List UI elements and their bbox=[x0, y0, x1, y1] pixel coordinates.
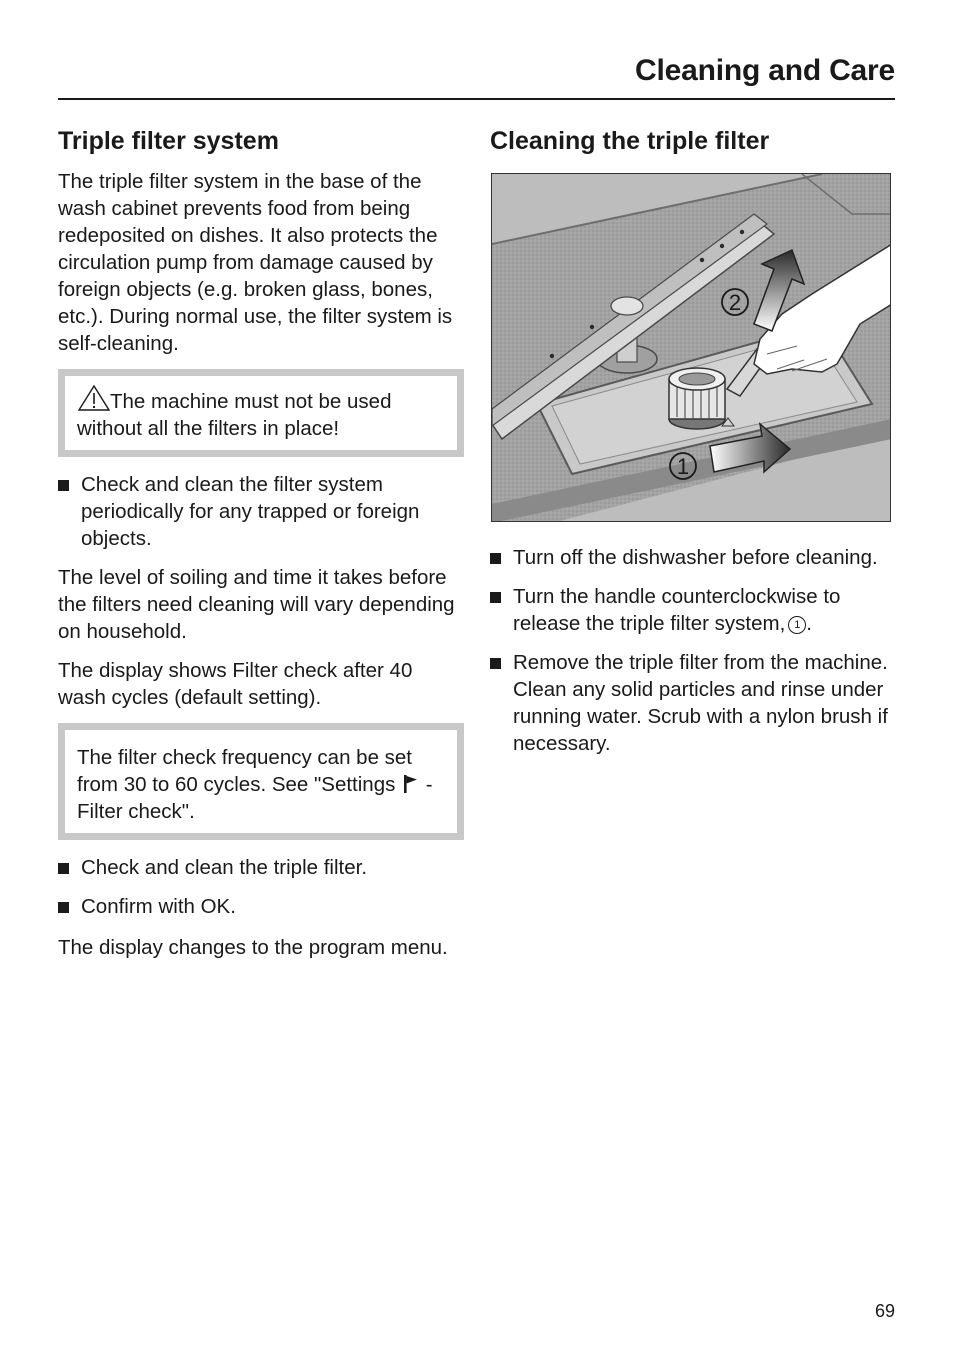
flag-icon bbox=[403, 774, 418, 793]
warning-triangle-icon bbox=[77, 385, 110, 411]
page-number: 69 bbox=[874, 1301, 895, 1321]
bullet-square-icon bbox=[490, 553, 501, 564]
info-text-part1: The filter check frequency can be set from 30 to 60 cycles. See "Settings bbox=[77, 746, 413, 796]
right-column bbox=[490, 124, 894, 769]
bullet-square-icon bbox=[490, 658, 501, 669]
filter-illustration bbox=[491, 173, 891, 522]
list-item: Check and clean the filter system periodically for any trapped or foreign objects. bbox=[58, 471, 464, 552]
list-item: Remove the triple filter from the machine. Clean any solid particles and rinse under running water. Scrub with a nylon brush if necessary. bbox=[490, 649, 894, 757]
filter-illustration-svg bbox=[492, 174, 891, 522]
callout-label-1: 1 bbox=[676, 454, 690, 479]
list-item: Turn off the dishwasher before cleaning. bbox=[490, 544, 894, 571]
page-title: Cleaning and Care bbox=[635, 54, 895, 87]
list-item: Turn the handle counterclockwise to release the triple filter system, 1 . bbox=[490, 583, 894, 637]
callout-label-2: 2 bbox=[728, 290, 742, 315]
closing-paragraph: The display changes to the program menu. bbox=[58, 936, 448, 959]
display-paragraph: The display shows Filter check after 40 wash cycles (default setting). bbox=[58, 659, 413, 709]
section-heading-cleaning-triple-filter: Cleaning the triple filter bbox=[490, 127, 770, 155]
list-item: Confirm with OK. bbox=[58, 893, 464, 920]
soiling-paragraph: The level of soiling and time it takes before the filters need cleaning will vary depending on household. bbox=[58, 566, 455, 643]
info-text-part2: - Filter check". bbox=[77, 773, 433, 823]
section-heading-triple-filter-system: Triple filter system bbox=[58, 127, 279, 155]
bullet-square-icon bbox=[58, 480, 69, 491]
list-item: Check and clean the triple filter. bbox=[58, 854, 464, 881]
warning-text: The machine must not be used without all the filters in place! bbox=[77, 390, 392, 440]
bullet-square-icon bbox=[58, 863, 69, 874]
intro-paragraph: The triple filter system in the base of the wash cabinet prevents food from being redeposited on dishes. It also protects the circulation pump from damage caused by foreign objects (e.g. broken glass, bones, etc.). During normal use, the filter system is self-cleaning. bbox=[58, 170, 453, 355]
step-reference-1: 1 bbox=[788, 616, 806, 634]
bullet-square-icon bbox=[58, 902, 69, 913]
page-header bbox=[58, 50, 895, 100]
info-box bbox=[58, 723, 464, 840]
left-column bbox=[58, 124, 464, 973]
warning-box bbox=[58, 369, 464, 457]
bullet-square-icon bbox=[490, 592, 501, 603]
